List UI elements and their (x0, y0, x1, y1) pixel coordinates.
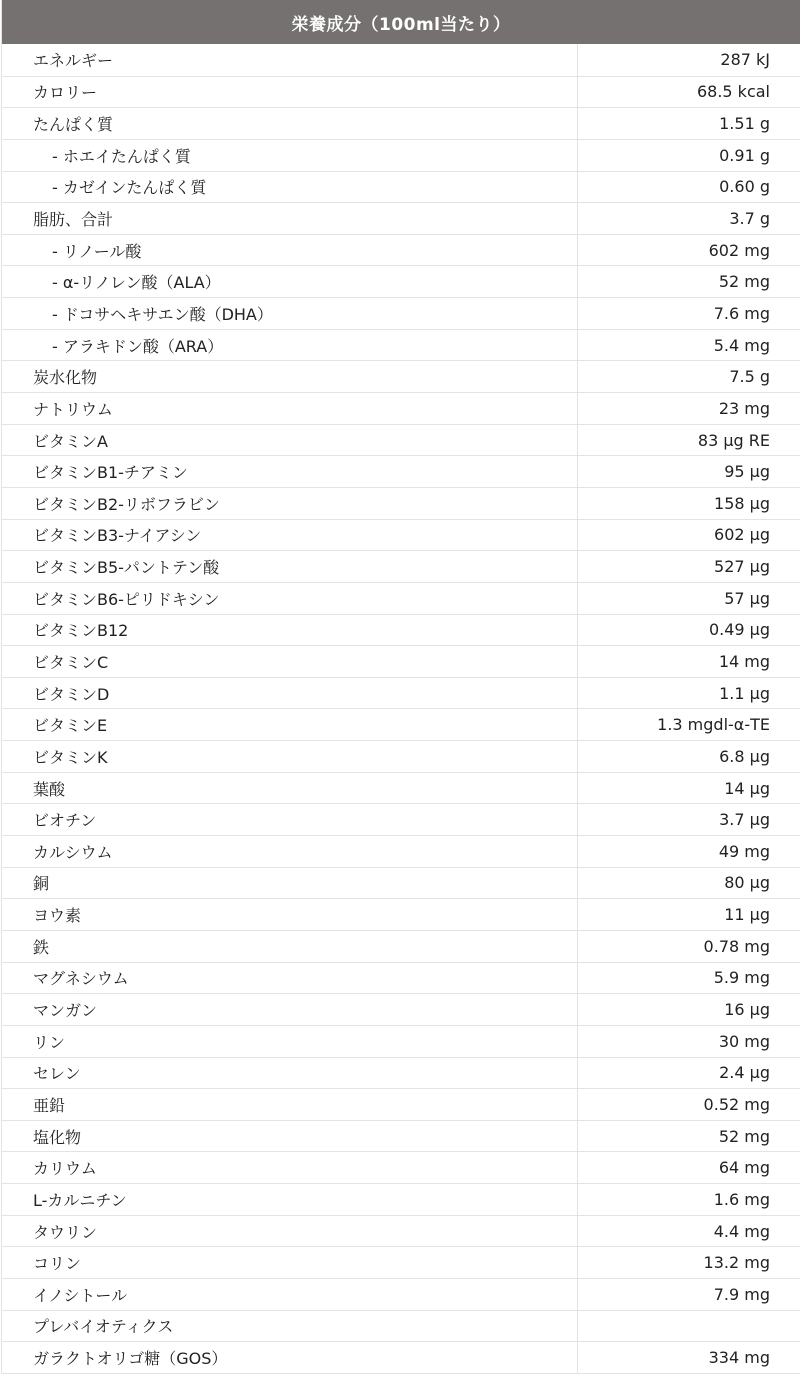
nutrient-name: ビオチン (2, 804, 578, 835)
nutrient-name: ビタミンB5-パントテン酸 (2, 551, 578, 582)
nutrient-name: ビタミンB2-リボフラビン (2, 488, 578, 519)
table-row (2, 424, 800, 456)
table-title: 栄養成分（100ml当たり） (291, 14, 511, 35)
table-row (2, 1341, 800, 1373)
nutrient-value: 287 kJ (720, 50, 770, 70)
nutrient-name: ビタミンB12 (2, 615, 578, 646)
nutrient-value: 64 mg (718, 1158, 770, 1178)
nutrient-name: - カゼインたんぱく質 (2, 172, 578, 203)
nutrient-name: コリン (2, 1247, 578, 1278)
table-row (2, 1215, 800, 1247)
table-row (2, 614, 800, 646)
nutrient-value: 7.9 mg (713, 1284, 770, 1304)
nutrient-value: 83 µg RE (697, 430, 770, 450)
nutrient-value: 16 µg (724, 1000, 770, 1020)
nutrient-name: ビタミンD (2, 678, 578, 709)
table-body (2, 44, 800, 1373)
table-row (2, 234, 800, 266)
nutrient-value: 1.1 µg (719, 683, 770, 703)
nutrient-name: マンガン (2, 994, 578, 1025)
nutrient-value: 7.5 g (729, 367, 770, 387)
nutrient-value: 3.7 µg (719, 810, 770, 830)
table-row (2, 993, 800, 1025)
nutrient-name: 葉酸 (2, 773, 578, 804)
nutrient-value: 7.6 mg (713, 303, 770, 323)
nutrient-name: ヨウ素 (2, 899, 578, 930)
nutrient-name: 塩化物 (2, 1121, 578, 1152)
nutrient-name: カリウム (2, 1152, 578, 1183)
nutrient-value (578, 1311, 800, 1342)
nutrient-value: 2.4 µg (719, 1063, 770, 1083)
table-row (2, 708, 800, 740)
nutrient-name: 鉄 (2, 931, 578, 962)
nutrient-value: 68.5 kcal (696, 82, 770, 102)
nutrient-value: 5.9 mg (713, 968, 770, 988)
nutrient-value: 23 mg (718, 398, 770, 418)
nutrient-value: 0.78 mg (703, 936, 770, 956)
nutrient-name: - ホエイたんぱく質 (2, 140, 578, 171)
nutrient-name: ナトリウム (2, 393, 578, 424)
nutrient-value: 334 mg (708, 1348, 770, 1368)
table-row (2, 1310, 800, 1342)
nutrient-name: - ドコサヘキサエン酸（DHA） (2, 298, 578, 329)
table-row (2, 297, 800, 329)
nutrient-value: 1.51 g (719, 114, 770, 134)
nutrient-name: カルシウム (2, 836, 578, 867)
table-row (2, 519, 800, 551)
nutrient-value: 602 mg (708, 240, 770, 260)
table-row (2, 1057, 800, 1089)
nutrition-table (1, 0, 800, 1374)
nutrient-value: 11 µg (724, 905, 770, 925)
nutrient-value: 4.4 mg (713, 1221, 770, 1241)
table-row (2, 139, 800, 171)
table-row (2, 962, 800, 994)
table-row (2, 645, 800, 677)
nutrient-name: ビタミンK (2, 741, 578, 772)
nutrient-value: 52 mg (718, 272, 770, 292)
nutrient-value: 602 µg (714, 525, 770, 545)
table-row (2, 202, 800, 234)
nutrient-value: 0.60 g (719, 177, 770, 197)
nutrient-value: 57 µg (724, 588, 770, 608)
nutrient-name: マグネシウム (2, 963, 578, 994)
table-row (2, 1025, 800, 1057)
table-row (2, 898, 800, 930)
nutrient-value: 0.49 µg (708, 620, 770, 640)
table-row (2, 740, 800, 772)
table-row (2, 803, 800, 835)
nutrient-name: L-カルニチン (2, 1184, 578, 1215)
nutrient-value: 5.4 mg (713, 335, 770, 355)
table-row (2, 582, 800, 614)
nutrient-value: 95 µg (724, 462, 770, 482)
nutrient-name: ビタミンB6-ピリドキシン (2, 583, 578, 614)
nutrient-value: 49 mg (718, 841, 770, 861)
nutrient-name: ビタミンE (2, 709, 578, 740)
table-row (2, 392, 800, 424)
table-row (2, 1183, 800, 1215)
nutrient-name: プレバイオティクス (2, 1311, 578, 1342)
table-row (2, 1088, 800, 1120)
table-row (2, 487, 800, 519)
table-row (2, 930, 800, 962)
nutrient-name: ビタミンC (2, 646, 578, 677)
table-row (2, 1120, 800, 1152)
nutrient-value: 52 mg (718, 1126, 770, 1146)
table-row (2, 360, 800, 392)
table-row (2, 76, 800, 108)
table-row (2, 1151, 800, 1183)
nutrient-name: 銅 (2, 868, 578, 899)
nutrient-name: - α-リノレン酸（ALA） (2, 266, 578, 297)
table-row (2, 455, 800, 487)
nutrient-name: - リノール酸 (2, 235, 578, 266)
nutrient-value: 0.91 g (719, 145, 770, 165)
table-row (2, 677, 800, 709)
nutrient-name: 炭水化物 (2, 361, 578, 392)
nutrient-value: 13.2 mg (703, 1253, 770, 1273)
nutrient-name: ビタミンA (2, 425, 578, 456)
nutrient-name: カロリー (2, 77, 578, 108)
nutrient-value: 14 µg (724, 778, 770, 798)
nutrient-name: ビタミンB3-ナイアシン (2, 520, 578, 551)
table-header (2, 0, 800, 44)
nutrient-value: 80 µg (724, 873, 770, 893)
nutrient-value: 6.8 µg (719, 746, 770, 766)
nutrient-name: タウリン (2, 1216, 578, 1247)
nutrient-name: 脂肪、合計 (2, 203, 578, 234)
table-row (2, 265, 800, 297)
nutrient-value: 3.7 g (729, 209, 770, 229)
nutrient-value: 1.6 mg (713, 1189, 770, 1209)
nutrient-value: 0.52 mg (703, 1094, 770, 1114)
table-row (2, 1278, 800, 1310)
nutrient-name: セレン (2, 1058, 578, 1089)
nutrient-name: ガラクトオリゴ糖（GOS） (2, 1342, 578, 1373)
nutrient-value: 30 mg (718, 1031, 770, 1051)
table-row (2, 772, 800, 804)
table-row (2, 44, 800, 76)
table-row (2, 329, 800, 361)
table-row (2, 1246, 800, 1278)
table-row (2, 550, 800, 582)
table-row (2, 107, 800, 139)
nutrient-value: 1.3 mgdl-α-TE (657, 715, 770, 735)
nutrient-name: エネルギー (2, 44, 578, 76)
nutrient-value: 158 µg (714, 493, 770, 513)
nutrient-name: リン (2, 1026, 578, 1057)
nutrient-name: たんぱく質 (2, 108, 578, 139)
table-row (2, 171, 800, 203)
nutrient-name: - アラキドン酸（ARA） (2, 330, 578, 361)
nutrient-name: 亜鉛 (2, 1089, 578, 1120)
nutrient-name: イノシトール (2, 1279, 578, 1310)
nutrient-name: ビタミンB1-チアミン (2, 456, 578, 487)
nutrient-value: 14 mg (718, 651, 770, 671)
nutrient-value: 527 µg (714, 557, 770, 577)
table-row (2, 835, 800, 867)
table-row (2, 867, 800, 899)
